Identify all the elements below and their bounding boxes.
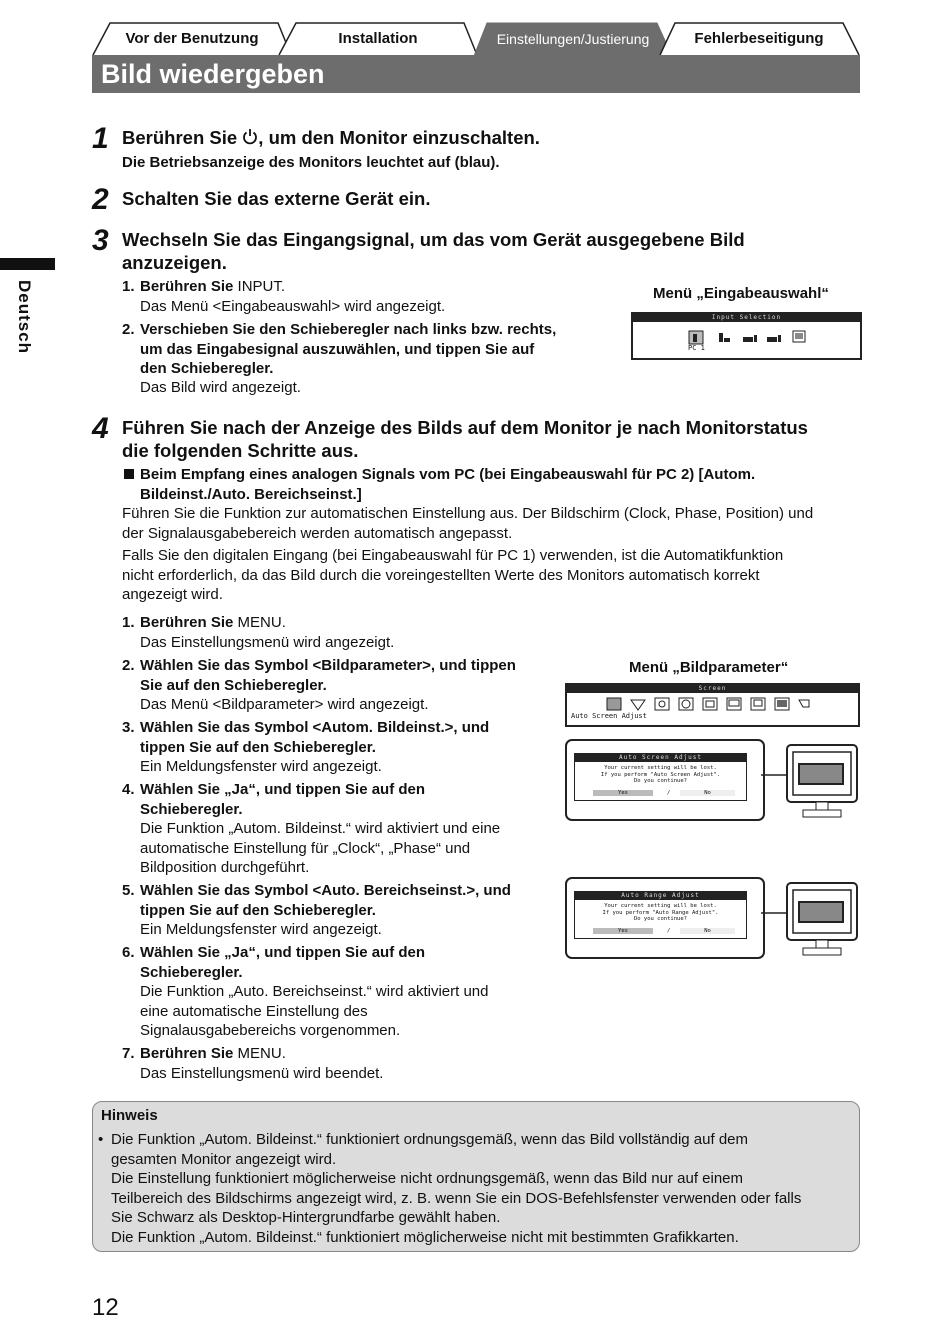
input-menu-caption: Menü „Eingabeauswahl“ [653, 285, 829, 302]
input-source-icons [633, 328, 860, 348]
input-menu-title: Input Selection [633, 314, 860, 322]
no-button[interactable]: No [680, 928, 735, 934]
step-3-list: 1. Berühren Sie INPUT. Das Menü <Eingabeauswahl> wird angezeigt. 2. Verschieben Sie den Schieberegler nach links bzw. rechts, um das Eingabesignal auszuwählen, und tippen Sie auf den Schieberegler. Das Bild wird angezeigt. [122, 278, 557, 396]
step-1-heading: Berühren Sie , um den Monitor einzuschalten. [122, 127, 540, 148]
note-line6: Die Funktion „Autom. Bildeinst.“ funktioniert möglicherweise nicht mit bestimmten Grafikkarten. [111, 1228, 739, 1246]
screen-menu [565, 683, 860, 727]
bullet-heading-line1: Beim Empfang eines analogen Signals vom PC (bei Eingabeauswahl für PC 2) [Autom. [140, 466, 756, 483]
note-bullet: • [98, 1131, 104, 1148]
bullet-heading-line2: Bildeinst./Auto. Bereichseinst.] [140, 485, 362, 503]
note-line4: Teilbereich des Bildschirms angezeigt wird, z. B. wenn Sie ein DOS-Befehlsfenster verwenden oder falls [111, 1189, 802, 1207]
yes-button[interactable]: Yes [593, 790, 653, 796]
tab-vor-der-benutzung[interactable]: Vor der Benutzung [92, 22, 292, 55]
para2-line1: Falls Sie den digitalen Eingang (bei Eingabeauswahl für PC 1) verwenden, ist die Automatikfunktion [122, 547, 784, 564]
note-line5: Sie Schwarz als Desktop-Hintergrundfarbe gewählt haben. [111, 1209, 501, 1226]
input-menu-selected-label: PC 1 [688, 344, 705, 352]
screen-menu-selected-label: Auto Screen Adjust [571, 712, 647, 720]
screen-menu-title: Screen [567, 685, 858, 693]
step-3-heading-line2: anzuzeigen. [122, 252, 227, 273]
note-line3: Die Einstellung funktioniert möglicherweise nicht ordnungsgemäß, wenn das Bild nur auf einem [111, 1170, 744, 1187]
tab-fehlerbeseitigung[interactable]: Fehlerbeseitigung [659, 22, 859, 55]
monitor-icon [761, 739, 860, 824]
note-box [92, 1101, 860, 1252]
note-title: Hinweis [101, 1107, 158, 1124]
side-marker [0, 258, 55, 270]
note-line2: gesamten Monitor angezeigt wird. [111, 1150, 337, 1168]
step-4-heading-line2: die folgenden Schritte aus. [122, 440, 359, 461]
step-4-heading-line1: Führen Sie nach der Anzeige des Bilds auf dem Monitor je nach Monitorstatus [122, 417, 808, 438]
screen-menu-icons [567, 697, 858, 713]
input-selection-menu [631, 312, 862, 360]
auto-screen-dialog: Auto Screen Adjust Your current setting will be lost. If you perform "Auto Screen Adjust". Do you continue? Yes / No [574, 753, 747, 801]
step-4-list: 1. Berühren Sie MENU. Das Einstellungsmenü wird angezeigt. 2. Wählen Sie das Symbol <Bildparameter>, und tippen Sie auf den Schieberegler. Das Menü <Bildparameter> wird angezeigt. 3. Wählen Sie das Symbol <Autom. Bildeinst.>, und tippen Sie auf den Schieberegler. Ein Meldungsfenster wird angezeigt. 4. Wählen Sie „Ja“, und tippen Sie auf den Schieberegler. Die Funktion „Autom. Bildeinst.“ wird aktiviert und eine automatische Einstellung für „Clock“, „Phase“ und Bildposition durchgeführt. 5. Wählen Sie das Symbol <Auto. Bereichseinst.>, und tippen Sie auf den Schieberegler. Ein Meldungsfenster wird angezeigt. 6. Wählen Sie „Ja“, und tippen Sie auf den Schieberegler. Die Funktion „Auto. Bereichseinst.“ wird aktiviert und eine automatische Einstellung des Signalausgabebereichs vorgenommen. 7. Berühren Sie MENU. Das Einstellungsmenü wird beendet. [122, 614, 516, 1082]
step-1-number: 1 [92, 122, 109, 155]
side-language-label: Deutsch [15, 280, 34, 355]
note-line1: Die Funktion „Autom. Bildeinst.“ funktioniert ordnungsgemäß, wenn das Bild vollständig auf dem [111, 1131, 748, 1148]
monitor-icon [761, 877, 860, 962]
section-tabs [92, 22, 860, 56]
yes-button[interactable]: Yes [593, 928, 653, 934]
screen-menu-caption: Menü „Bildparameter“ [629, 659, 789, 676]
step-3-number: 3 [92, 224, 109, 257]
no-button[interactable]: No [680, 790, 735, 796]
auto-range-dialog: Auto Range Adjust Your current setting will be lost. If you perform "Auto Range Adjust". Do you continue? Yes / No [574, 891, 747, 939]
step-3-heading-line1: Wechseln Sie das Eingangsignal, um das vom Gerät ausgegebene Bild [122, 229, 745, 250]
step-4-number: 4 [92, 412, 109, 445]
step-1-sub: Die Betriebsanzeige des Monitors leuchtet auf (blau). [122, 154, 500, 171]
page-title: Bild wiedergeben [92, 55, 860, 93]
tab-einstellungen[interactable]: Einstellungen/Justierung [473, 22, 673, 55]
step-2-number: 2 [92, 183, 109, 216]
para2-line3: angezeigt wird. [122, 586, 223, 603]
page-number: 12 [92, 1294, 119, 1321]
power-icon [242, 128, 258, 145]
tab-installation[interactable]: Installation [278, 22, 478, 55]
step-2-heading: Schalten Sie das externe Gerät ein. [122, 188, 431, 209]
para2-line2: nicht erforderlich, da das Bild durch die voreingestellten Werte des Monitors automatisch korrekt [122, 566, 760, 584]
para1-line1: Führen Sie die Funktion zur automatischen Einstellung aus. Der Bildschirm (Clock, Phase, Position) und [122, 505, 814, 522]
para1-line2: der Signalausgabebereich werden automatisch angepasst. [122, 524, 513, 542]
bullet-square [124, 469, 134, 479]
auto-range-adjust-illustration [565, 877, 860, 959]
auto-screen-adjust-illustration [565, 739, 860, 819]
